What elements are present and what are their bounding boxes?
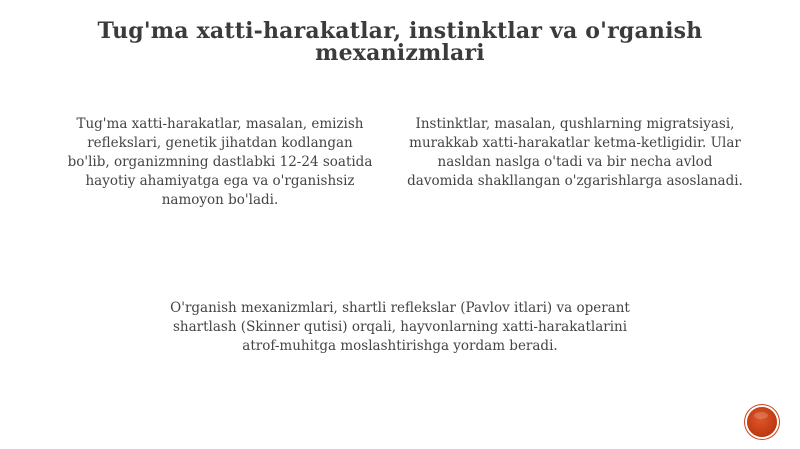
paragraph-line: Tug'ma xatti-harakatlar, masalan, emizish <box>76 116 364 132</box>
next-slide-circle-icon[interactable] <box>747 407 777 437</box>
paragraph-line: shartlash (Skinner qutisi) orqali, hayvonlarning xatti-harakatlarini <box>172 319 628 335</box>
button-shine <box>754 412 768 419</box>
paragraph-line: davomida shakllangan o'zgarishlarga asoslanadi. <box>407 173 743 189</box>
paragraph-line: O'rganish mexanizmlari, shartli reflekslar (Pavlov itlari) va operant <box>170 300 630 316</box>
slide-title <box>60 20 740 64</box>
paragraph-line: reflekslari, genetik jihatdan kodlangan <box>87 135 353 151</box>
paragraph-innate-behavior <box>50 115 390 210</box>
paragraph-line: nasldan naslga o'tadi va bir necha avlod <box>437 154 713 170</box>
paragraph-line: atrof-muhitga moslashtirishga yordam beradi. <box>242 338 558 354</box>
paragraph-line: Instinktlar, masalan, qushlarning migratsiyasi, <box>415 116 735 132</box>
paragraph-instincts <box>395 115 755 191</box>
paragraph-line: bo'lib, organizmning dastlabki 12-24 soatida <box>67 154 373 170</box>
paragraph-learning-mechanisms <box>145 299 655 356</box>
slide-title-line-1: Tug'ma xatti-harakatlar, instinktlar va o'rganish <box>97 18 703 44</box>
paragraph-line: murakkab xatti-harakatlar ketma-ketligidir. Ular <box>409 135 741 151</box>
paragraph-line: namoyon bo'ladi. <box>161 192 279 208</box>
slide-title-line-2: mexanizmlari <box>315 40 485 66</box>
paragraph-line: hayotiy ahamiyatga ega va o'rganishsiz <box>85 173 355 189</box>
